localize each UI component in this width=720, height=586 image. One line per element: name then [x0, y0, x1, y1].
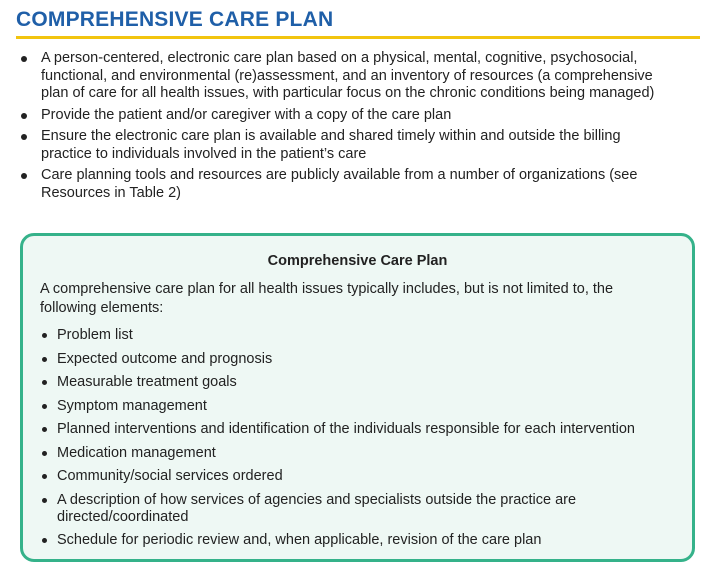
- title-underline: [16, 36, 700, 39]
- list-item: Community/social services ordered: [40, 468, 680, 485]
- care-plan-callout-box: [20, 233, 695, 562]
- page-title: COMPREHENSIVE CARE PLAN: [16, 8, 334, 31]
- bullet-item: Provide the patient and/or caregiver with a copy of the care plan: [18, 107, 700, 125]
- bullet-item: A person-centered, electronic care plan based on a physical, mental, cognitive, psychosocial, functional, and environmental (re)assessment, and an inventory of resources (a comprehensive plan of care for all health issues, with particular focus on the chronic conditions being managed): [18, 50, 659, 103]
- bullet-item: Care planning tools and resources are publicly available from a number of organizations (see Resources in Table 2): [18, 167, 651, 202]
- callout-element-list: [40, 327, 680, 556]
- bullet-item: Ensure the electronic care plan is available and shared timely within and outside the billing practice to individuals involved in the patient’s care: [18, 128, 659, 163]
- list-item: Measurable treatment goals: [40, 374, 680, 391]
- callout-intro: A comprehensive care plan for all health issues typically includes, but is not limited to, the following elements:: [40, 281, 614, 316]
- callout-title: Comprehensive Care Plan: [267, 253, 448, 269]
- list-item: Medication management: [40, 445, 680, 462]
- list-item: Symptom management: [40, 398, 680, 415]
- list-item: Schedule for periodic review and, when applicable, revision of the care plan: [40, 532, 680, 549]
- list-item: Expected outcome and prognosis: [40, 351, 680, 368]
- list-item: Problem list: [40, 327, 680, 344]
- list-item: Planned interventions and identification of the individuals responsible for each intervention: [40, 421, 680, 438]
- list-item: A description of how services of agencies and specialists outside the practice are directed/coordinated: [40, 492, 617, 526]
- main-bullet-list: [18, 50, 700, 206]
